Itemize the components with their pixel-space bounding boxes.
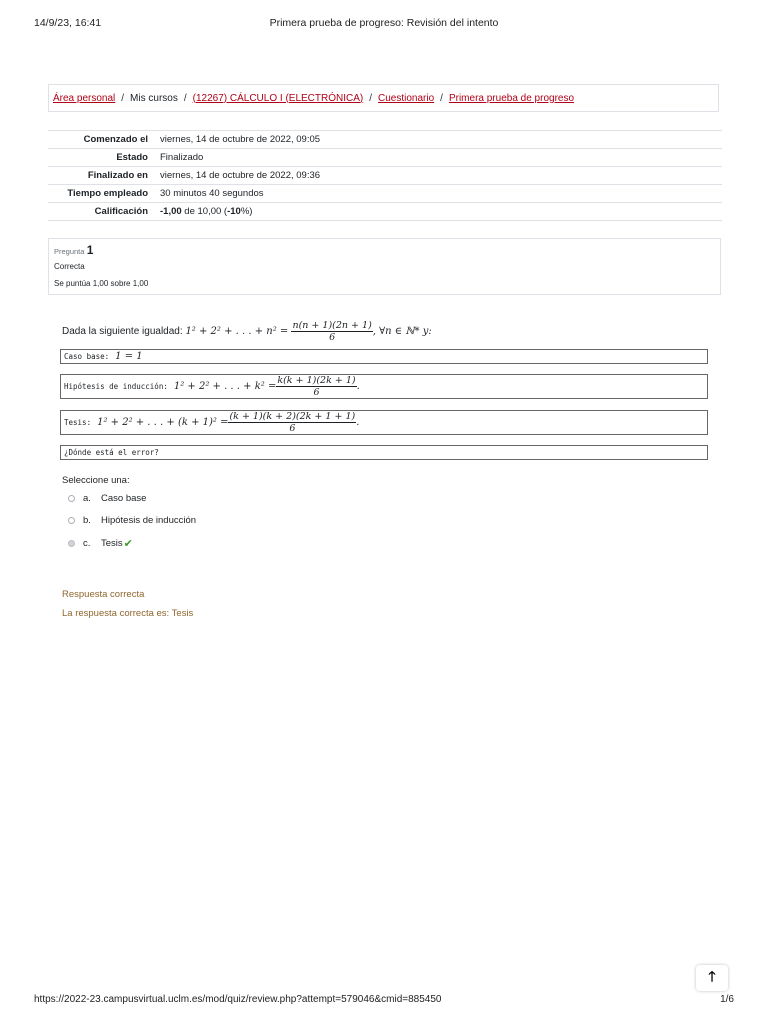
print-date: 14/9/23, 16:41 — [34, 17, 102, 29]
tesis-fraction — [228, 411, 356, 434]
radio-button-selected[interactable] — [68, 540, 75, 547]
page-number: 1/6 — [720, 994, 734, 1005]
summary-row — [48, 167, 722, 185]
grade-of: de 10,00 ( — [181, 206, 228, 217]
hipotesis-label: Hipótesis de inducción: — [64, 382, 168, 391]
grade-percent: -10 — [227, 206, 241, 217]
hipotesis-lhs: 1² + 2² + . . . + k² = — [173, 381, 277, 392]
hipotesis-math: 1² + 2² + . . . + k² = $\frac{k(k + 1)(2k + 1)}{6}$ . — [173, 375, 360, 398]
breadcrumb-separator: / — [121, 92, 125, 104]
summary-row — [48, 185, 722, 203]
question-text — [62, 320, 432, 343]
summary-label-started: Comenzado el — [83, 134, 148, 145]
summary-value-state: Finalizado — [160, 152, 204, 163]
caso-base-label: Caso base: — [64, 352, 110, 361]
question-info — [48, 238, 721, 295]
caso-base-math: 1 = 1 — [115, 351, 143, 362]
summary-label-finished: Finalizado en — [87, 170, 148, 181]
breadcrumb-separator: / — [183, 92, 187, 104]
fraction-numerator: k(k + 1)(2k + 1) — [277, 375, 356, 386]
fraction-denominator: 6 — [289, 423, 296, 434]
question-lhs: 1² + 2² + . . . + n² = — [185, 326, 292, 338]
arrow-up-icon: 🡑 — [708, 968, 716, 984]
radio-button[interactable] — [68, 517, 75, 524]
radio-button[interactable] — [68, 495, 75, 502]
answer-letter: a. — [83, 493, 91, 504]
scroll-to-top-button[interactable] — [696, 965, 728, 991]
fraction-numerator: n(n + 1)(2n + 1) — [292, 320, 372, 331]
breadcrumb-course[interactable]: (12267) CÁLCULO I (ELECTRÓNICA) — [192, 92, 364, 104]
fraction-denominator: 6 — [329, 332, 336, 343]
question-number: 1 — [86, 243, 94, 257]
answer-prompt: Seleccione una: — [62, 475, 130, 486]
breadcrumb-separator: / — [440, 92, 443, 104]
attempt-summary-table — [48, 130, 722, 221]
question-grade: Se puntúa 1,00 sobre 1,00 — [54, 279, 149, 288]
print-header — [34, 17, 734, 31]
feedback-correct-answer: La respuesta correcta es: Tesis — [62, 608, 194, 619]
fraction-denominator: 6 — [313, 387, 320, 398]
checkmark-icon: ✔ — [123, 538, 133, 550]
caso-base-box — [60, 349, 708, 364]
summary-value-time: 30 minutos 40 segundos — [160, 188, 264, 199]
feedback-result: Respuesta correcta — [62, 589, 145, 600]
summary-label-grade: Calificación — [94, 206, 148, 217]
summary-value-grade — [156, 203, 722, 221]
breadcrumb-cuestionario[interactable]: Cuestionario — [378, 92, 435, 104]
answer-option-b[interactable] — [68, 515, 196, 526]
tesis-math: 1² + 2² + . . . + (k + 1)² = $\frac{(k + 1)(k + 2)(2k + 1 + 1)}{6}$ . — [97, 411, 360, 434]
tesis-label: Tesis: — [64, 418, 92, 427]
donde-error-box — [60, 445, 708, 460]
question-tail: , ∀n ∈ ℕ* y: — [372, 326, 432, 338]
grade-tail: %) — [240, 206, 253, 217]
question-intro: Dada la siguiente igualdad: — [62, 326, 186, 338]
summary-label-state: Estado — [116, 152, 148, 163]
summary-row — [48, 149, 722, 167]
answer-letter: b. — [83, 515, 91, 526]
summary-value-started: viernes, 14 de octubre de 2022, 09:05 — [160, 134, 321, 145]
breadcrumb-mis-cursos: Mis cursos — [130, 92, 178, 104]
donde-error-text: ¿Dónde está el error? — [64, 448, 159, 457]
breadcrumb-separator: / — [369, 92, 373, 104]
answer-option-a[interactable] — [68, 493, 146, 504]
summary-label-time: Tiempo empleado — [67, 188, 148, 199]
question-number-label: Pregunta — [54, 247, 85, 256]
print-title: Primera prueba de progreso: Revisión del intento — [269, 17, 499, 29]
question-fraction — [291, 320, 372, 343]
breadcrumb-quiz[interactable]: Primera prueba de progreso — [448, 92, 575, 104]
answer-text: Hipótesis de inducción — [101, 515, 197, 526]
page-url: https://2022-23.campusvirtual.uclm.es/mod/quiz/review.php?attempt=579046&cmid=885450 — [34, 994, 442, 1005]
answer-option-c[interactable] — [68, 537, 133, 550]
tesis-box — [60, 410, 708, 435]
hipotesis-fraction — [276, 375, 356, 398]
answer-text: Caso base — [101, 493, 147, 504]
answer-letter: c. — [83, 538, 91, 549]
breadcrumb — [48, 84, 719, 112]
answer-text: Tesis — [101, 538, 123, 549]
summary-row — [48, 131, 722, 149]
tesis-lhs: 1² + 2² + . . . + (k + 1)² = — [97, 417, 229, 428]
fraction-numerator: (k + 1)(k + 2)(2k + 1 + 1) — [229, 411, 356, 422]
breadcrumb-area-personal[interactable]: Área personal — [53, 92, 116, 104]
grade-value: -1,00 — [160, 206, 182, 217]
summary-value-finished: viernes, 14 de octubre de 2022, 09:36 — [160, 170, 321, 181]
question-state: Correcta — [54, 262, 85, 271]
hipotesis-box — [60, 374, 708, 399]
summary-row — [48, 203, 722, 221]
